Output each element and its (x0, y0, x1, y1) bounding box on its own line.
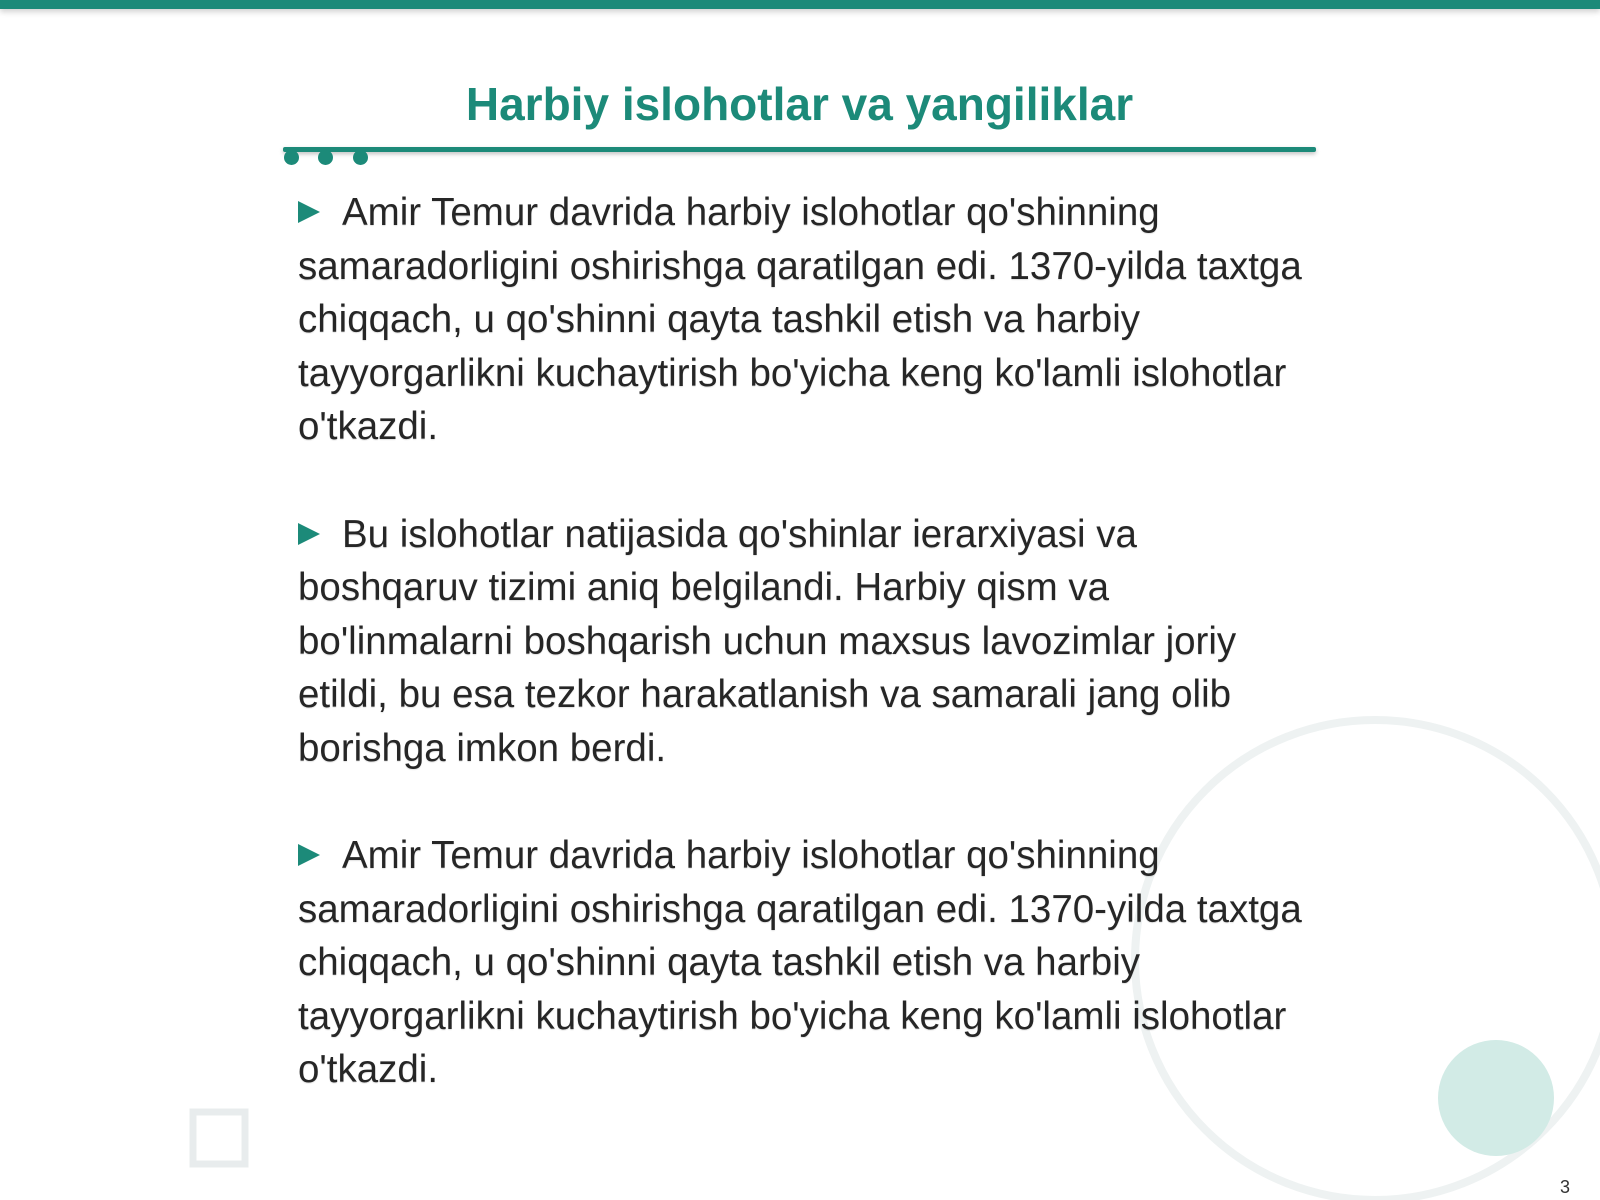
slide-title: Harbiy islohotlar va yangiliklar (465, 78, 1134, 130)
bullet-triangle-icon (298, 523, 320, 545)
bullet-item-2 (298, 508, 1318, 776)
small-teal-circle (1438, 1040, 1554, 1156)
bullet-triangle-icon (298, 844, 320, 866)
bullet-item-3 (298, 829, 1318, 1097)
underline-dot-1 (284, 150, 299, 165)
bullet-text: Amir Temur davrida harbiy islohotlar qo'shinning samaradorligini oshirishga qaratilgan edi. 1370-yilda taxtga chiqqach, u qo'shinni qayta tashkil etish va harbiy tayyorgarlikni kuchaytirish bo'yicha keng ko'lamli islohotlar o'tkazdi. (298, 191, 1302, 448)
bullet-list (298, 186, 1318, 1151)
decor-square-outline (193, 1112, 245, 1164)
title-underline (283, 147, 1316, 152)
bullet-text: Bu islohotlar natijasida qo'shinlar ierarxiyasi va boshqaruv tizimi aniq belgilandi. Harbiy qism va bo'linmalarni boshqarish uchun maxsus lavozimlar joriy etildi, bu esa tezkor harakatlanish va samarali jang olib borishga imkon berdi. (298, 512, 1237, 770)
page-number: 3 (1559, 1177, 1570, 1197)
underline-dot-3 (353, 150, 368, 165)
bullet-text: Amir Temur davrida harbiy islohotlar qo'shinning samaradorligini oshirishga qaratilgan edi. 1370-yilda taxtga chiqqach, u qo'shinni qayta tashkil etish va harbiy tayyorgarlikni kuchaytirish bo'yicha keng ko'lamli islohotlar o'tkazdi. (298, 834, 1302, 1091)
underline-dot-2 (318, 150, 333, 165)
top-accent-bar (0, 0, 1600, 9)
bullet-triangle-icon (298, 201, 320, 223)
bullet-item-1 (298, 186, 1318, 454)
